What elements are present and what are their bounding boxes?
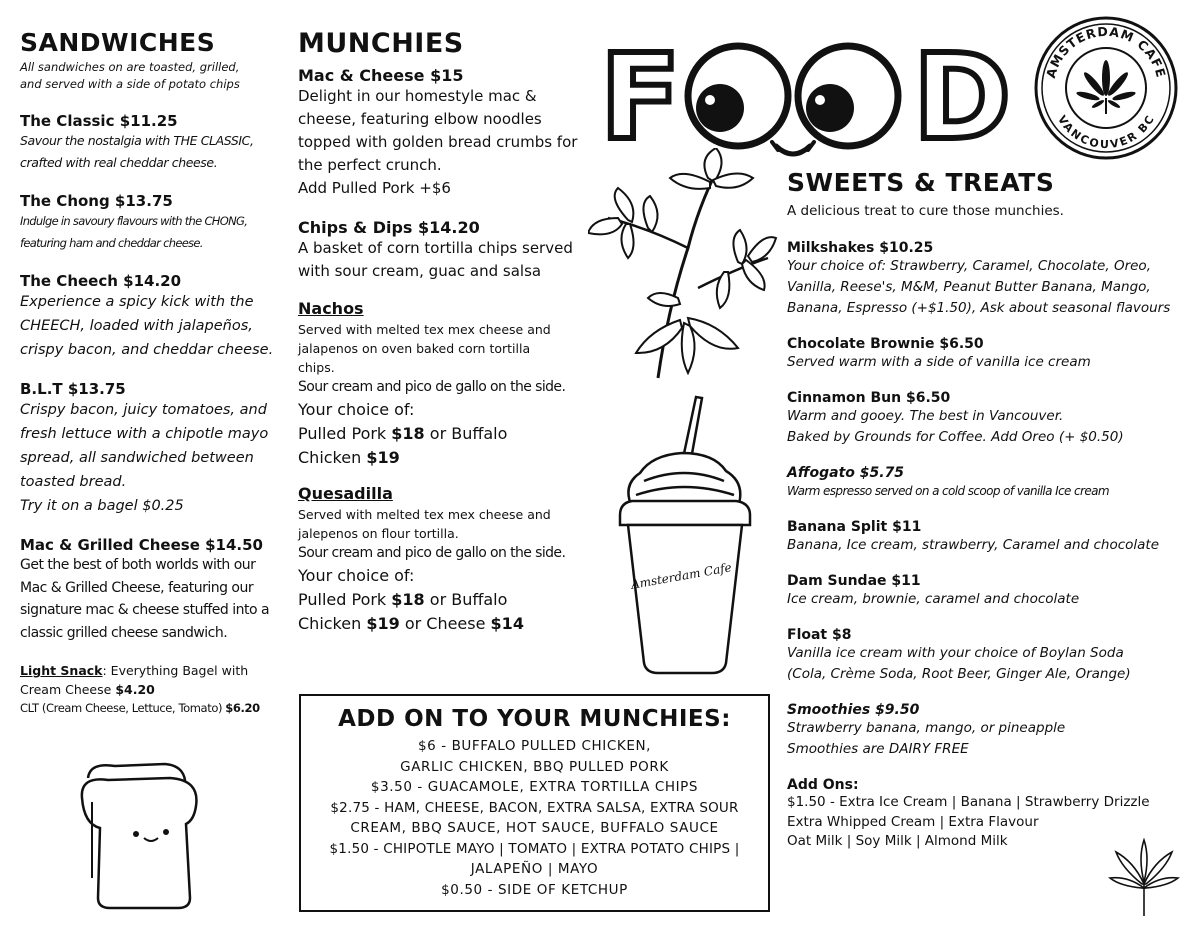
sandwiches-title: SANDWICHES [20,28,216,57]
option-price: $18 [391,424,425,443]
choice-label: Your choice of: [298,400,415,419]
item-title: Affogato $5.75 [787,465,905,481]
item-title: B.L.T $13.75 [20,380,126,398]
small-leaf-icon [1108,838,1180,918]
item-title: Mac & Grilled Cheese $14.50 [20,536,263,554]
cup-brand-text: Amsterdam Cafe [629,560,733,592]
option-text: Chicken [298,448,367,467]
item-desc: Baked by Grounds for Coffee. Add Oreo (+ $0.50) [787,429,1124,445]
item-desc: the perfect crunch. [298,156,442,174]
addon-lines [301,736,768,900]
item-desc: toasted bread. [20,474,127,490]
item-desc: Try it on a bagel $0.25 [20,498,184,514]
light-snack-text: Cream Cheese [20,682,116,697]
item-desc: Served with melted tex mex cheese and [298,507,551,522]
menu-item-cheech [20,272,285,362]
smile-icon [776,146,810,154]
item-title: Smoothies $9.50 [787,702,920,718]
addons-line: Extra Whipped Cream | Extra Flavour [787,813,1039,830]
item-desc: Banana, Espresso (+$1.50), Ask about seasonal flavours [787,300,1171,316]
item-title: Banana Split $11 [787,519,922,535]
option-price: $18 [391,590,425,609]
logo-bottom-text: VANCOUVER BC [1055,113,1157,152]
item-desc: Savour the nostalgia with THE CLASSIC, [20,133,254,148]
menu-item-smoothies [787,702,1187,760]
note-line: and served with a side of potato chips [20,77,240,91]
nachos-choice [298,398,588,470]
item-desc: Experience a spicy kick with the [20,294,254,310]
menu-item-blt [20,380,285,518]
option-text: Chicken [298,614,367,633]
food-header [598,26,1028,166]
milkshake-cup-illustration [612,395,757,680]
item-desc: Delight in our homestyle mac & [298,87,537,105]
quesadilla-title: Quesadilla [298,484,393,503]
light-snack [20,661,285,718]
item-title: The Cheech $14.20 [20,272,182,290]
menu-item-classic [20,112,285,174]
item-desc: crafted with real cheddar cheese. [20,155,218,170]
item-desc: Warm and gooey. The best in Vancouver. [787,408,1064,424]
clt-text: CLT (Cream Cheese, Lettuce, Tomato) [20,701,226,715]
food-letter-f: F [600,28,681,166]
logo-top-text: AMSTERDAM CAFE [1042,23,1169,80]
clt-price: $6.20 [225,701,260,715]
nachos-desc [298,320,588,377]
addon-title: ADD ON TO YOUR MUNCHIES: [338,706,731,732]
addons-title: Add Ons: [787,777,859,793]
item-title: Chocolate Brownie $6.50 [787,336,984,352]
addon-line: $0.50 - SIDE OF KETCHUP [441,881,628,898]
amsterdam-cafe-logo [1032,14,1180,162]
item-desc: (Cola, Crème Soda, Root Beer, Ginger Ale, Orange) [787,666,1131,682]
addon-box [299,694,770,912]
item-desc: Indulge in savoury flavours with the CHONG, [20,214,248,228]
item-desc: Ice cream, brownie, caramel and chocolate [787,591,1080,607]
cannabis-branch-illustration [588,148,778,388]
item-desc: A basket of corn tortilla chips served [298,239,573,257]
addon-line: GARLIC CHICKEN, BBQ PULLED PORK [400,758,669,775]
addons-line: Oat Milk | Soy Milk | Almond Milk [787,833,1008,849]
note-line: All sandwiches on are toasted, grilled, [20,60,240,74]
menu-item-dam-sundae [787,573,1187,610]
item-desc: Smoothies are DAIRY FREE [787,741,969,757]
choice-label: Your choice of: [298,566,415,585]
item-desc: Get the best of both worlds with our [20,557,256,573]
sweets-title: SWEETS & TREATS [787,168,1055,197]
item-desc: Served warm with a side of vanilla ice cream [787,354,1091,370]
nachos-title: Nachos [298,299,364,318]
menu-item-mac-grilled [20,536,285,644]
item-desc: Warm espresso served on a cold scoop of vanilla Ice cream [787,484,1110,498]
menu-item-milkshakes [787,240,1187,319]
item-desc: Add Pulled Pork +$6 [298,179,451,197]
light-snack-price: $4.20 [115,682,155,697]
item-desc: fresh lettuce with a chipotle mayo [20,426,269,442]
sweets-subtitle: A delicious treat to cure those munchies. [787,203,1064,219]
item-desc: Served with melted tex mex cheese and [298,322,551,337]
chips-dips-desc [298,237,588,283]
item-desc: Banana, Ice cream, strawberry, Caramel and chocolate [787,537,1160,553]
item-title: The Chong $13.75 [20,192,173,210]
addon-line: JALAPEÑO | MAYO [470,861,599,877]
addons-line: $1.50 - Extra Ice Cream | Banana | Strawberry Drizzle [787,794,1150,810]
option-price: $14 [490,614,524,633]
item-desc: topped with golden bread crumbs for [298,133,578,151]
menu-item-affogato [787,465,1187,502]
addon-line: $3.50 - GUACAMOLE, EXTRA TORTILLA CHIPS [370,779,699,795]
item-title: Milkshakes $10.25 [787,240,934,256]
addon-line: CREAM, BBQ SAUCE, HOT SAUCE, BUFFALO SAUCE [350,820,719,836]
menu-item-float [787,627,1187,685]
quesadilla-side: Sour cream and pico de gallo on the side. [298,545,566,561]
light-snack-text: : Everything Bagel with [102,663,249,678]
food-letter-d: D [913,28,1011,166]
option-text: or Buffalo [424,424,508,443]
toast-illustration [70,758,220,918]
item-desc: jalapenos on oven baked corn tortilla [298,341,531,356]
munchies-section [298,28,588,636]
quesadilla-desc [298,505,588,543]
item-desc: CHEECH, loaded with jalapeños, [20,318,253,334]
item-desc: Crispy bacon, juicy tomatoes, and [20,402,267,418]
item-desc: featuring ham and cheddar cheese. [20,236,203,250]
item-desc: Your choice of: Strawberry, Caramel, Chocolate, Oreo, [787,258,1151,274]
food-logo-art [598,26,1028,166]
sweets-section [787,168,1187,852]
mac-cheese-title: Mac & Cheese $15 [298,66,464,85]
item-desc: Strawberry banana, mango, or pineapple [787,720,1066,736]
item-desc: spread, all sandwiched between [20,450,254,466]
item-desc: Vanilla ice cream with your choice of Boylan Soda [787,645,1124,661]
mac-cheese-desc [298,85,588,200]
chips-dips-title: Chips & Dips $14.20 [298,218,480,237]
menu-item-cinnamon-bun [787,390,1187,448]
menu-item-banana-split [787,519,1187,556]
sandwiches-section [20,28,285,718]
item-desc: with sour cream, guac and salsa [298,262,542,280]
addon-line: $1.50 - CHIPOTLE MAYO | TOMATO | EXTRA POTATO CHIPS | [329,840,740,857]
nachos-side: Sour cream and pico de gallo on the side. [298,379,566,395]
option-text: Pulled Pork [298,424,392,443]
option-price: $19 [366,614,400,633]
sandwiches-note [20,59,285,93]
quesadilla-choice [298,564,588,636]
item-desc: signature mac & cheese stuffed into a [20,602,270,618]
item-desc: Vanilla, Reese's, M&M, Peanut Butter Banana, Mango, [787,279,1151,295]
item-title: Float $8 [787,627,852,643]
light-snack-label: Light Snack [20,663,103,678]
item-title: The Classic $11.25 [20,112,178,130]
menu-item-chong [20,192,285,254]
item-desc: classic grilled cheese sandwich. [20,624,228,641]
item-desc: Mac & Grilled Cheese, featuring our [20,579,254,596]
menu-item-brownie [787,336,1187,373]
item-desc: jalepenos on flour tortilla. [298,526,459,541]
item-desc: cheese, featuring elbow noodles [298,110,542,128]
option-price: $19 [366,448,400,467]
option-text: or Cheese [399,614,491,633]
munchies-title: MUNCHIES [298,28,464,59]
item-title: Cinnamon Bun $6.50 [787,390,951,406]
addon-line: $2.75 - HAM, CHEESE, BACON, EXTRA SALSA, EXTRA SOUR [330,799,739,816]
item-title: Dam Sundae $11 [787,573,921,589]
addon-line: $6 - BUFFALO PULLED CHICKEN, [417,738,652,754]
option-text: Pulled Pork [298,590,392,609]
item-desc: crispy bacon, and cheddar cheese. [20,342,274,358]
item-desc: chips. [298,360,335,375]
option-text: or Buffalo [424,590,508,609]
